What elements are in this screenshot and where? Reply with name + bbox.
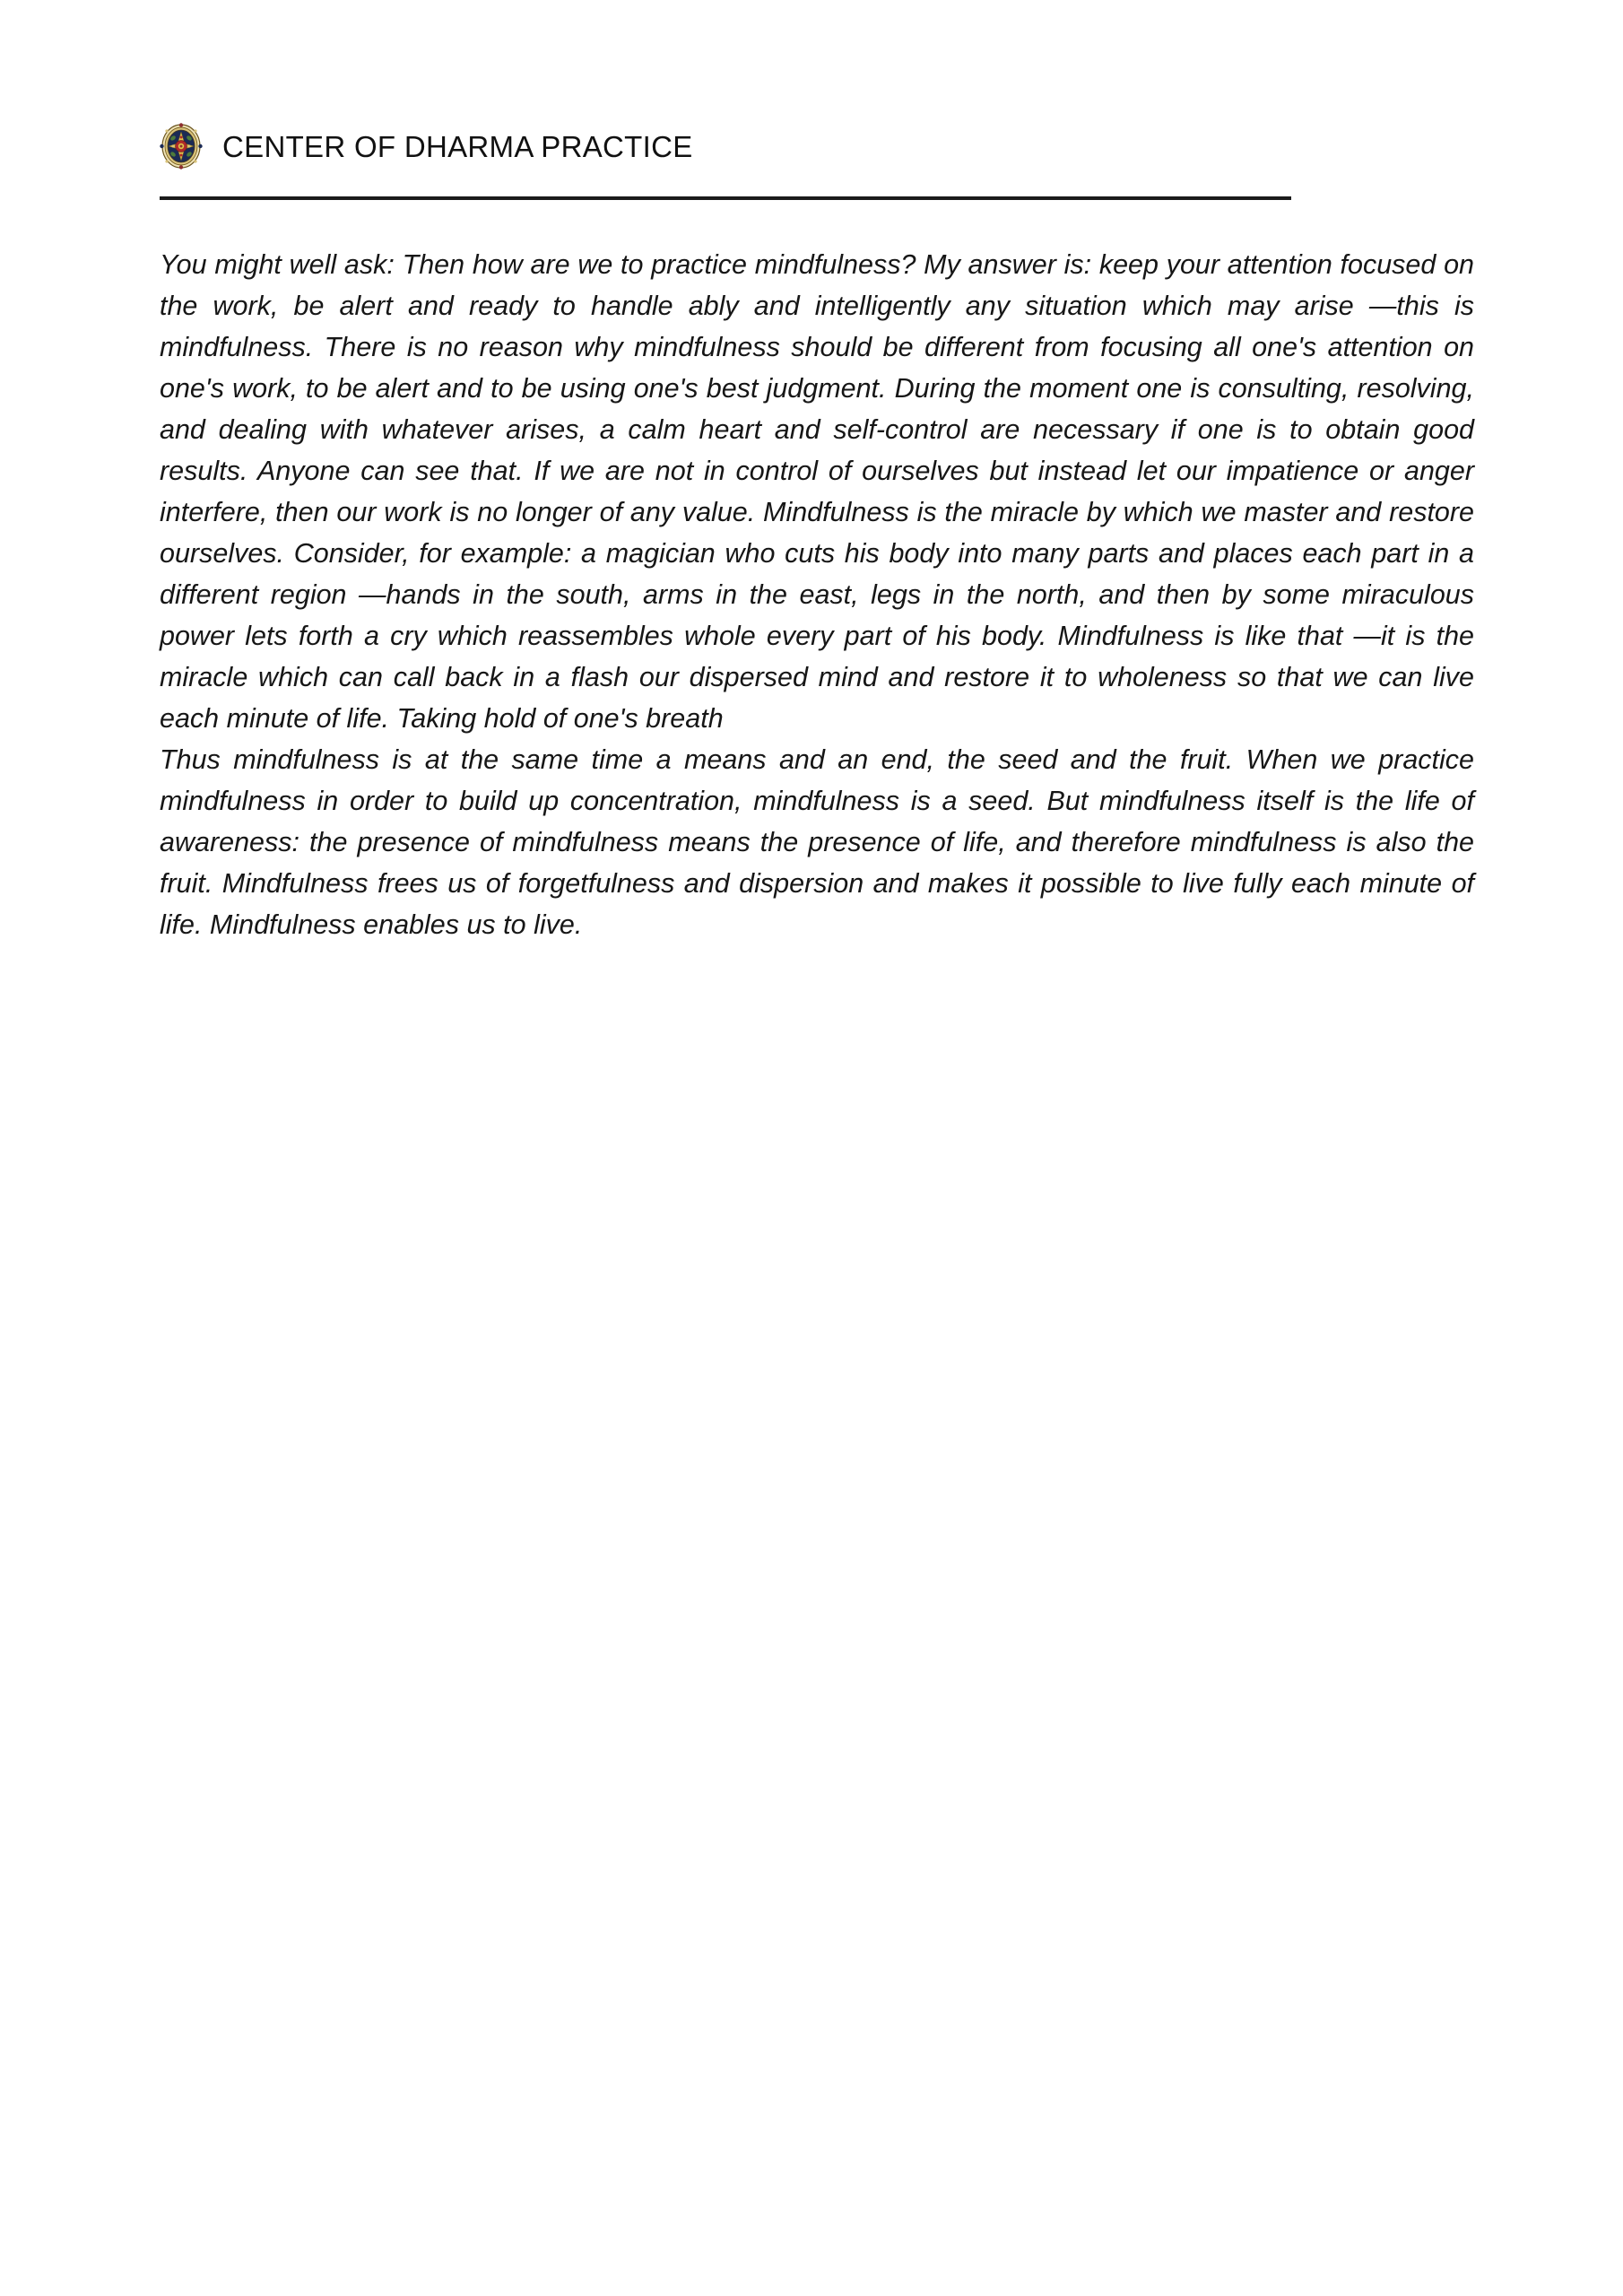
brand-row — [160, 118, 1471, 174]
body-paragraph: Thus mindfulness is at the same time a means and an end, the seed and the fruit. When we practice mindfulness in order to build up concentration, mindfulness is a seed. But mindfulness itself is the life of awareness: the presence of mindfulness means the presence of life, and therefore mindfulness is also the fruit. Mindfulness frees us of forgetfulness and dispersion and makes it possible to live fully each minute of life. Mindfulness enables us to live. — [160, 744, 1474, 940]
page-title: CENTER OF DHARMA PRACTICE — [222, 129, 693, 163]
body-paragraph: You might well ask: Then how are we to practice mindfulness? My answer is: keep your attention focused on the work, be alert and ready to handle ably and intelligently any situation which may arise —this is mindfulness. There is no reason why mindfulness should be different from focusing all one's attention on one's work, to be alert and to be using one's best judgment. During the moment one is consulting, resolving, and dealing with whatever arises, a calm heart and self-control are necessary if one is to obtain good results. Anyone can see that. If we are not in control of ourselves but instead let our impatience or anger interfere, then our work is no longer of any value. Mindfulness is the miracle by which we master and restore ourselves. Consider, for example: a magician who cuts his body into many parts and places each part in a different region —hands in the south, arms in the east, legs in the north, and then by some miraculous power lets forth a cry which reassembles whole every part of his body. Mindfulness is like that —it is the miracle which can call back in a flash our dispersed mind and restore it to wholeness so that we can live each minute of life. Taking hold of one's breath — [160, 249, 1474, 734]
header-divider — [160, 196, 1291, 200]
letterhead-header — [160, 118, 1471, 200]
dharma-mandala-emblem-icon — [160, 123, 203, 170]
document-body — [160, 244, 1474, 945]
